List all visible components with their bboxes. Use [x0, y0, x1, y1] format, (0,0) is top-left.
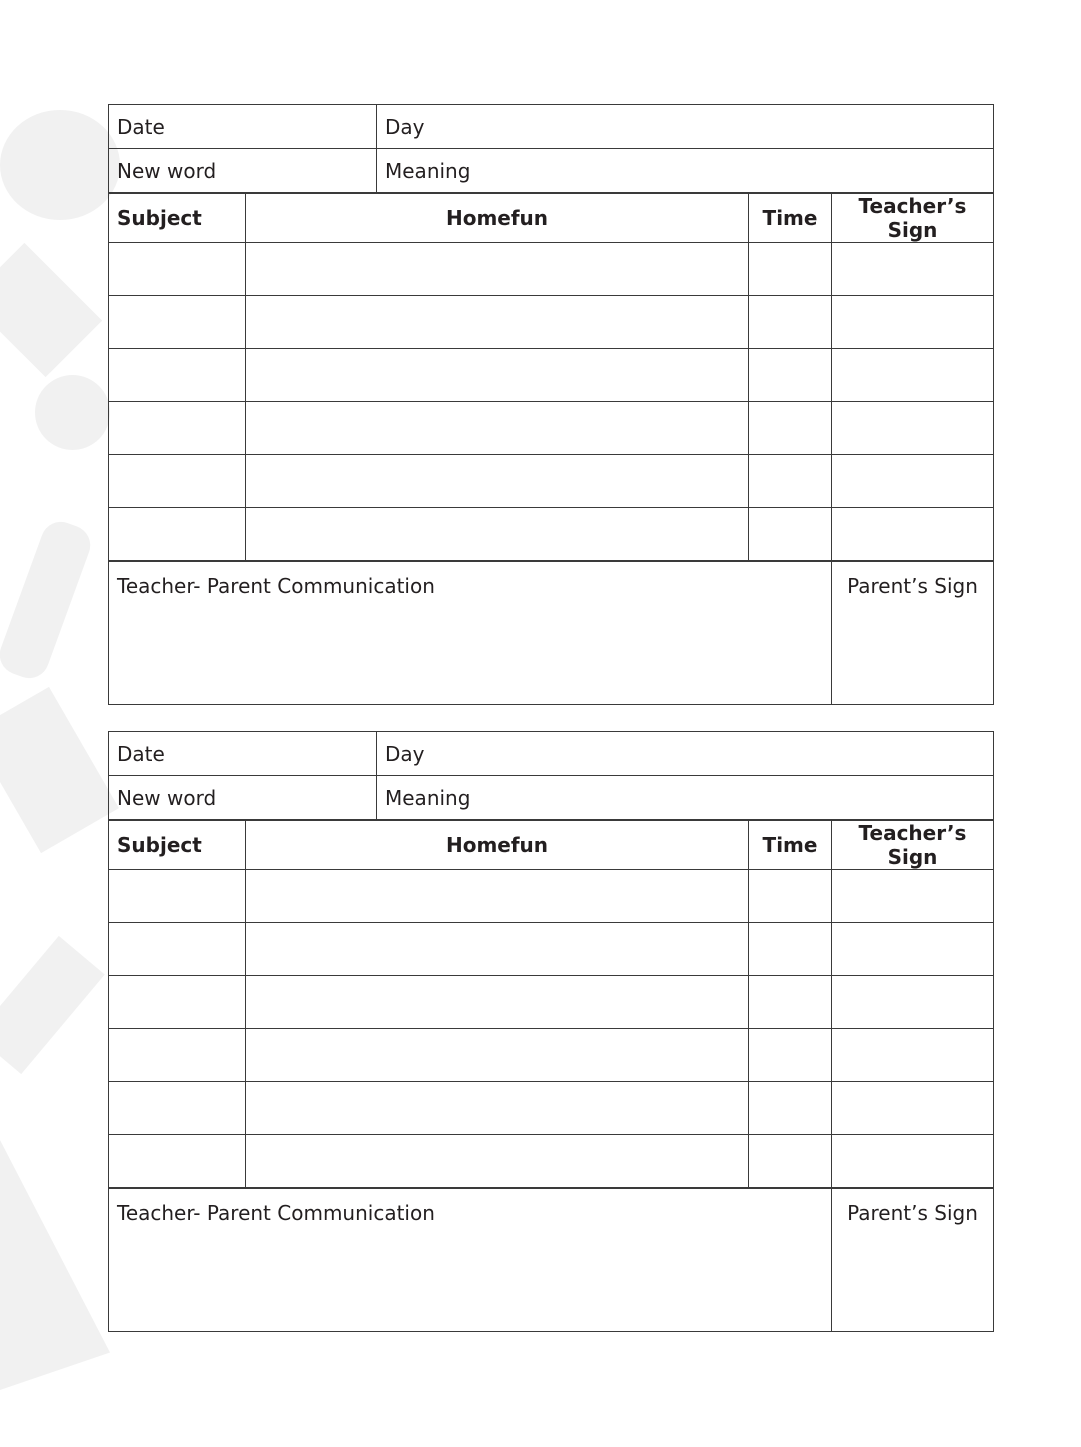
time-cell[interactable]	[749, 455, 832, 508]
subject-cell[interactable]	[109, 402, 246, 455]
communication-table	[108, 561, 994, 705]
subject-cell[interactable]	[109, 296, 246, 349]
day-field[interactable]: Day	[377, 105, 994, 149]
subject-cell[interactable]	[109, 923, 246, 976]
teacher-sign-cell[interactable]	[832, 402, 994, 455]
ruler-icon	[0, 936, 105, 1074]
homework-form	[108, 104, 993, 705]
teacher-sign-cell[interactable]	[832, 508, 994, 561]
time-cell[interactable]	[749, 1029, 832, 1082]
homefun-cell[interactable]	[246, 508, 749, 561]
time-cell[interactable]	[749, 976, 832, 1029]
homefun-cell[interactable]	[246, 243, 749, 296]
time-cell[interactable]	[749, 870, 832, 923]
communication-field[interactable]: Teacher- Parent Communication	[109, 1189, 832, 1332]
homefun-cell[interactable]	[246, 1135, 749, 1188]
table-row	[109, 402, 994, 455]
subject-cell[interactable]	[109, 1029, 246, 1082]
teacher-sign-cell[interactable]	[832, 1082, 994, 1135]
header-time: Time	[749, 821, 832, 870]
subject-cell[interactable]	[109, 976, 246, 1029]
day-field[interactable]: Day	[377, 732, 994, 776]
table-row	[109, 923, 994, 976]
homework-form	[108, 731, 993, 1332]
date-field[interactable]: Date	[109, 732, 377, 776]
table-row	[109, 296, 994, 349]
teacher-sign-cell[interactable]	[832, 1135, 994, 1188]
triangle-ruler-icon	[0, 1140, 110, 1390]
time-cell[interactable]	[749, 349, 832, 402]
brush-icon	[0, 516, 96, 683]
table-row	[109, 976, 994, 1029]
time-cell[interactable]	[749, 1135, 832, 1188]
homefun-cell[interactable]	[246, 1029, 749, 1082]
subject-cell[interactable]	[109, 243, 246, 296]
subject-cell[interactable]	[109, 349, 246, 402]
homefun-table	[108, 820, 994, 1188]
date-word-table	[108, 731, 994, 820]
homefun-cell[interactable]	[246, 402, 749, 455]
meaning-field[interactable]: Meaning	[377, 776, 994, 820]
header-row	[109, 194, 994, 243]
header-teacher-sign: Teacher’s Sign	[832, 821, 994, 870]
table-row	[109, 1135, 994, 1188]
communication-table	[108, 1188, 994, 1332]
header-row	[109, 821, 994, 870]
time-cell[interactable]	[749, 923, 832, 976]
parent-sign-field[interactable]: Parent’s Sign	[832, 1189, 994, 1332]
time-cell[interactable]	[749, 402, 832, 455]
new-word-field[interactable]: New word	[109, 149, 377, 193]
meaning-field[interactable]: Meaning	[377, 149, 994, 193]
table-row	[109, 870, 994, 923]
homefun-cell[interactable]	[246, 349, 749, 402]
new-word-field[interactable]: New word	[109, 776, 377, 820]
teacher-sign-cell[interactable]	[832, 976, 994, 1029]
header-time: Time	[749, 194, 832, 243]
subject-cell[interactable]	[109, 508, 246, 561]
header-homefun: Homefun	[246, 194, 749, 243]
time-cell[interactable]	[749, 508, 832, 561]
subject-cell[interactable]	[109, 455, 246, 508]
table-row	[109, 455, 994, 508]
teacher-sign-cell[interactable]	[832, 923, 994, 976]
header-subject: Subject	[109, 821, 246, 870]
table-row	[109, 243, 994, 296]
teacher-sign-cell[interactable]	[832, 349, 994, 402]
subject-cell[interactable]	[109, 870, 246, 923]
teacher-sign-cell[interactable]	[832, 243, 994, 296]
teacher-sign-cell[interactable]	[832, 455, 994, 508]
date-field[interactable]: Date	[109, 105, 377, 149]
homefun-cell[interactable]	[246, 1082, 749, 1135]
table-row	[109, 1082, 994, 1135]
book-icon	[0, 243, 102, 377]
date-word-table	[108, 104, 994, 193]
homefun-table	[108, 193, 994, 561]
homefun-cell[interactable]	[246, 296, 749, 349]
table-row	[109, 508, 994, 561]
apple-icon	[0, 110, 120, 220]
header-subject: Subject	[109, 194, 246, 243]
header-teacher-sign: Teacher’s Sign	[832, 194, 994, 243]
pencil-icon	[0, 687, 119, 853]
homefun-cell[interactable]	[246, 976, 749, 1029]
homefun-cell[interactable]	[246, 923, 749, 976]
time-cell[interactable]	[749, 296, 832, 349]
teacher-sign-cell[interactable]	[832, 296, 994, 349]
time-cell[interactable]	[749, 1082, 832, 1135]
table-row	[109, 349, 994, 402]
subject-cell[interactable]	[109, 1135, 246, 1188]
homefun-cell[interactable]	[246, 870, 749, 923]
subject-cell[interactable]	[109, 1082, 246, 1135]
teacher-sign-cell[interactable]	[832, 1029, 994, 1082]
homefun-cell[interactable]	[246, 455, 749, 508]
communication-field[interactable]: Teacher- Parent Communication	[109, 562, 832, 705]
time-cell[interactable]	[749, 243, 832, 296]
header-homefun: Homefun	[246, 821, 749, 870]
parent-sign-field[interactable]: Parent’s Sign	[832, 562, 994, 705]
table-row	[109, 1029, 994, 1082]
teacher-sign-cell[interactable]	[832, 870, 994, 923]
medal-icon	[35, 375, 110, 450]
